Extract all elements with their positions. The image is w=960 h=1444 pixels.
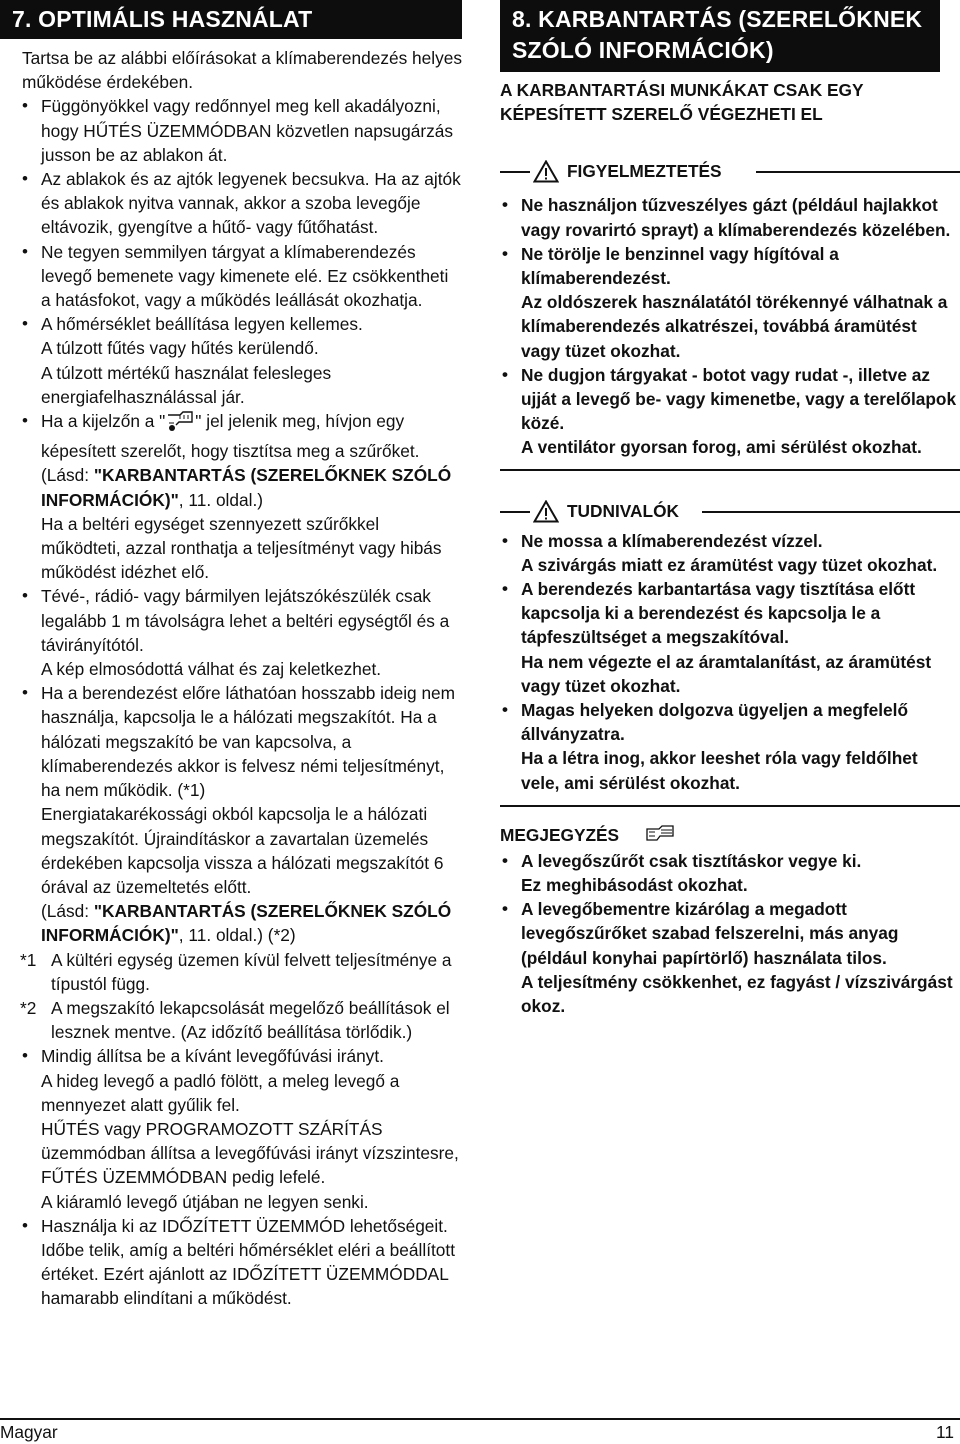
- tip-windows: • Az ablakok és az ajtók legyenek becsukva. Ha az ajtók és ablakok nyitva vannak, akkor a szoba levegője eltávozik, gyengítve a hűtő- vagy fűtőhatást.: [20, 167, 462, 240]
- caution-triangle-icon: [533, 500, 559, 528]
- warning-item-gas: • Ne használjon tűzveszélyes gázt (például hajlakkot vagy rovarirtó sprayt) a klímaberendezés közelében.: [500, 193, 960, 241]
- warning-label: FIGYELMEZTETÉS: [567, 159, 728, 183]
- section-optimal-use: [0, 0, 462, 1311]
- warning-list: [500, 193, 960, 459]
- tip-airflow: • Ne tegyen semmilyen tárgyat a klímaberendezés levegő bemenete vagy kimenete elé. Ez csökkentheti a hatásfokot, vagy a működés leállását okozhatja.: [20, 240, 462, 313]
- caution-item-water: • Ne mossa a klímaberendezést vízzel. A szivárgás miatt ez áramütést vagy tüzet okozhat.: [500, 529, 960, 577]
- caution-separator: [500, 805, 960, 807]
- section-7-title: 7. OPTIMÁLIS HASZNÁLAT: [0, 0, 462, 39]
- note-item-filter-type: • A levegőbementre kizárólag a megadott levegőszűrőket szabad felszerelni, más anyag (például konyhai papírtörlő) használata tilos. A teljesítmény csökkenhet, ez fagyást / vízszivárgást okoz.: [500, 897, 960, 1018]
- footnote-1: *1 A kültéri egység üzemen kívül felvett teljesítménye a típustól függ.: [20, 949, 452, 994]
- tip-filter: • Ha a kijelzőn a " " jel jelenik meg, hívjon egy képesített szerelőt, hogy tisztítsa meg a szűrőket. (Lásd: "KARBANTARTÁS (SZERELŐKNEK SZÓLÓ INFORMÁCIÓK)", 11. oldal.) Ha a beltéri egységet szennyezett szűrőkkel működteti, azzal ronthatja a teljesítményt vagy hibás működést idézhet elő.: [20, 409, 462, 584]
- page-number: 11: [936, 1422, 954, 1442]
- maintenance-subtitle: A KARBANTARTÁSI MUNKÁKAT CSAK EGY KÉPESÍTETT SZERELŐ VÉGEZHETI EL: [500, 80, 864, 125]
- tip-air-direction: • Mindig állítsa be a kívánt levegőfúvási irányt. A hideg levegő a padló fölött, a meleg levegő a mennyezet alatt gyűlik fel. HŰTÉS vagy PROGRAMOZOTT SZÁRÍTÁS üzemmódban állítsa a levegőfúvási irányt vízszintesre, FŰTÉS ÜZEMMÓDBAN pedig lefelé. A kiáramló levegő útjában ne legyen senki.: [20, 1044, 462, 1213]
- note-header: [500, 823, 960, 849]
- footnote-2: *2 A megszakító lekapcsolását megelőző beállítások el lesznek mentve. (Az időzítő beállítása törlődik.): [20, 997, 450, 1043]
- note-list: [500, 849, 960, 1018]
- tip-timer: • Használja ki az IDŐZÍTETT ÜZEMMÓD lehetőségeit. Időbe telik, amíg a beltéri hőmérséklet eléri a beállított értéket. Ezért ajánlott az IDŐZÍTETT ÜZEMMÓDDAL hamarabb elindítani a működést.: [20, 1214, 462, 1311]
- warning-separator: [500, 469, 960, 471]
- section-8-title: 8. KARBANTARTÁS (SZERELŐKNEK SZÓLÓ INFORMÁCIÓK): [500, 0, 940, 72]
- caution-item-height: • Magas helyeken dolgozva ügyeljen a megfelelő állványzatra. Ha a létra inog, akkor leeshet róla vagy feldőlhet vele, ami sérülést okozhat.: [500, 698, 960, 795]
- filter-sign-icon: [165, 411, 195, 439]
- tip-breaker: • Ha a berendezést előre láthatóan hosszabb ideig nem használja, kapcsolja le a hálózati megszakítót. Ha a hálózati megszakító be van kapcsolva, a klímaberendezés akkor is felvesz némi teljesítményt, ha nem működik. (*1) Energiatakarékossági okból kapcsolja le a hálózati megszakítót. Újraindításkor a zavartalan üzemelés érdekében kapcsolja vissza a hálózati megszakítót 6 órával az üzemeltetés előtt. (Lásd: "KARBANTARTÁS (SZERELŐKNEK SZÓLÓ INFORMÁCIÓK)", 11. oldal.) (*2): [20, 681, 462, 947]
- note-label: MEGJEGYZÉS: [500, 824, 620, 845]
- tip-curtains: • Függönyökkel vagy redőnnyel meg kell akadályozni, hogy HŰTÉS ÜZEMMÓDBAN közvetlen napsugárzás jusson be az ablakon át.: [20, 94, 462, 167]
- usage-tips-list-2: [0, 1044, 462, 1310]
- caution-list: [500, 529, 960, 795]
- intro-text: Tartsa be az alábbi előírásokat a klímaberendezés helyes működése érdekében.: [22, 48, 462, 93]
- usage-tips-list: [0, 94, 462, 947]
- tip-tv-radio: • Tévé-, rádió- vagy bármilyen lejátszókészülék csak legalább 1 m távolságra lehet a beltéri egységtől és a távirányítótól. A kép elmosódottá válhat és zaj keletkezhet.: [20, 584, 462, 681]
- caution-item-power: • A berendezés karbantartása vagy tisztítása előtt kapcsolja ki a berendezést és kapcsolja le a tápfeszültséget a megszakítóval. Ha nem végezte el az áramtalanítást, az áramütést vagy tüzet okozhat.: [500, 577, 960, 698]
- tip-temperature: • A hőmérséklet beállítása legyen kellemes. A túlzott fűtés vagy hűtés kerülendő. A túlzott mértékű használat felesleges energiafelhasználással jár.: [20, 312, 462, 409]
- note-hand-icon: [645, 823, 679, 850]
- footer-rule: [0, 1418, 960, 1420]
- warning-item-solvent: • Ne törölje le benzinnel vagy hígítóval a klímaberendezést. Az oldószerek használatától törékennyé válhatnak a klímaberendezés alkatrészei, továbbá áramütést vagy tüzet okozhat.: [500, 242, 960, 363]
- warning-header: [500, 157, 960, 187]
- warning-item-objects: • Ne dugjon tárgyakat - botot vagy rudat -, illetve az ujját a levegő be- vagy kimenetbe, vagy a terelőlapok közé. A ventilátor gyorsan forog, ami sérülést okozhat.: [500, 363, 960, 460]
- footer-language: Magyar: [0, 1422, 58, 1442]
- caution-label: TUDNIVALÓK: [567, 499, 685, 523]
- note-item-filter-removal: • A levegőszűrőt csak tisztításkor vegye ki. Ez meghibásodást okozhat.: [500, 849, 960, 897]
- caution-header: [500, 497, 960, 527]
- warning-triangle-icon: [533, 160, 559, 188]
- page-footer: [0, 1418, 960, 1444]
- section-maintenance: [500, 0, 960, 1018]
